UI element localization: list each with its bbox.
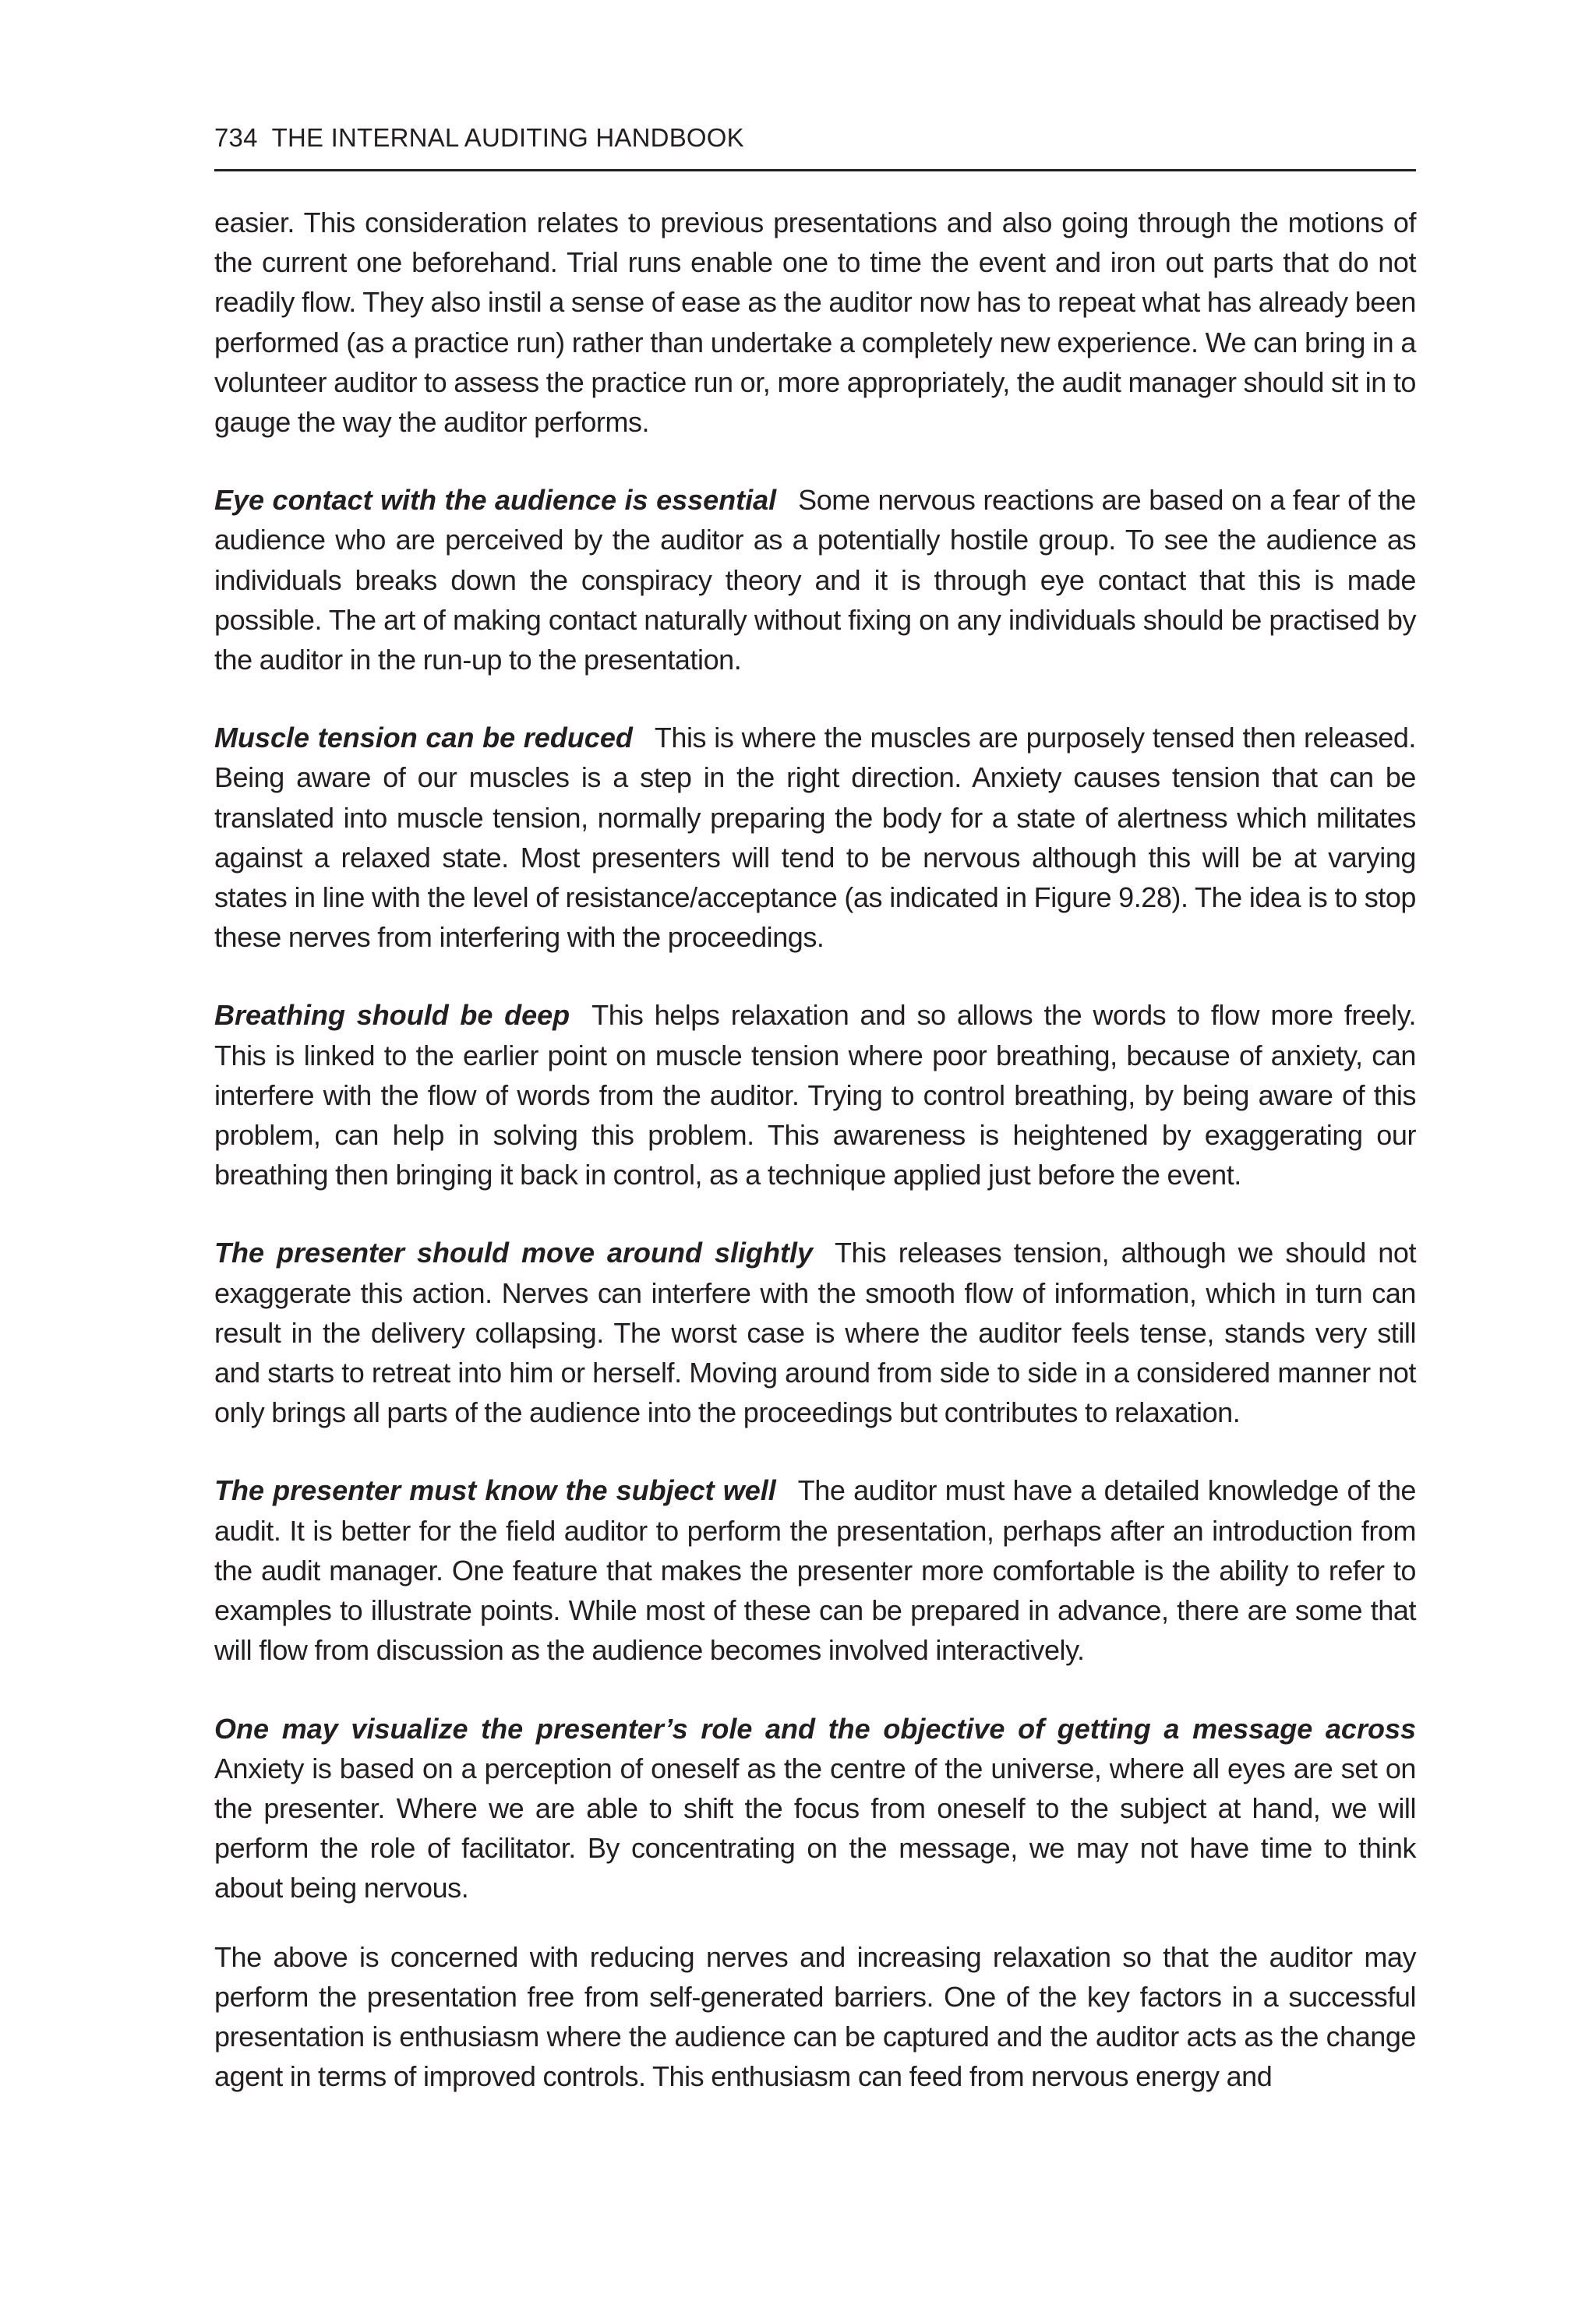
running-header [214, 121, 1416, 171]
paragraph-text: This helps relaxation and so allows the words to flow more freely. This is linked to the earlier point on muscle tension where poor breathing, because of anxiety, can interfere with the flow of words from the auditor. Trying to control breathing, by being aware of this problem, can help in solving this problem. This awareness is heightened by exaggerating our breathing then bringing it back in control, as a technique applied just before the event. [214, 999, 1416, 1191]
paragraph-heading: Muscle tension can be reduced [214, 722, 633, 754]
paragraph-breathing [214, 995, 1416, 1195]
paragraph-text: easier. This consideration relates to previous presentations and also going through the motions of the current one beforehand. Trial runs enable one to time the event and iron out parts that do not readily flow. They also instil a sense of ease as the auditor now has to repeat what has already been performed (as a practice run) rather than undertake a completely new experience. We can bring in a volunteer auditor to assess the practice run or, more appropriately, the audit manager should sit in to gauge the way the auditor performs. [214, 206, 1416, 439]
paragraph-summary [214, 1937, 1416, 2097]
paragraph-eye-contact [214, 480, 1416, 679]
paragraph-text: This is where the muscles are purposely tensed then released. Being aware of our muscles is a step in the right direction. Anxiety causes tension that can be translated into muscle tension, normally preparing the body for a state of alertness which militates against a relaxed state. Most presenters will tend to be nervous although this will be at varying states in line with the level of resistance/acceptance (as indicated in Figure 9.28). The idea is to stop these nerves from interfering with the proceedings. [214, 722, 1416, 954]
book-title: THE INTERNAL AUDITING HANDBOOK [271, 123, 744, 152]
paragraph-heading: The presenter should move around slightly [214, 1237, 813, 1269]
paragraph-heading: One may visualize the presenter’s role and the objective of getting a message across [214, 1712, 1416, 1745]
paragraph-know-subject [214, 1470, 1416, 1670]
paragraph-continuation [214, 203, 1416, 442]
paragraph-muscle-tension [214, 718, 1416, 957]
paragraph-text: Anxiety is based on a perception of oneself as the centre of the universe, where all eyes are set on the presenter. Where we are able to shift the focus from oneself to the subject at hand, we will perform the role of facilitator. By concentrating on the message, we may not have time to think about being nervous. [214, 1752, 1416, 1904]
paragraph-text: This releases tension, although we should not exaggerate this action. Nerves can interfere with the smooth flow of information, which in turn can result in the delivery collapsing. The worst case is where the auditor feels tense, stands very still and starts to retreat into him or herself. Moving around from side to side in a considered manner not only brings all parts of the audience into the proceedings but contributes to relaxation. [214, 1237, 1416, 1429]
paragraph-visualize-role [214, 1709, 1416, 1908]
paragraph-text: Some nervous reactions are based on a fear of the audience who are perceived by the auditor as a potentially hostile group. To see the audience as individuals breaks down the conspiracy theory and it is through eye contact that this is made possible. The art of making contact naturally without fixing on any individuals should be practised by the auditor in the run-up to the presentation. [214, 484, 1416, 676]
paragraph-heading: The presenter must know the subject well [214, 1474, 776, 1507]
paragraph-heading: Breathing should be deep [214, 999, 570, 1032]
paragraph-text: The above is concerned with reducing nerves and increasing relaxation so that the auditor may perform the presentation free from self-generated barriers. One of the key factors in a successful presentation is enthusiasm where the audience can be captured and the auditor acts as the change agent in terms of improved controls. This enthusiasm can feed from nervous energy and [214, 1940, 1416, 2093]
paragraph-move-around [214, 1233, 1416, 1432]
body-text [214, 203, 1416, 2096]
page-number: 734 [214, 123, 258, 152]
paragraph-heading: Eye contact with the audience is essential [214, 484, 777, 517]
paragraph-text: The auditor must have a detailed knowledge of the audit. It is better for the field auditor to perform the presentation, perhaps after an introduction from the audit manager. One feature that makes the presenter more comfortable is the ability to refer to examples to illustrate points. While most of these can be prepared in advance, there are some that will flow from discussion as the audience becomes involved interactively. [214, 1474, 1416, 1667]
